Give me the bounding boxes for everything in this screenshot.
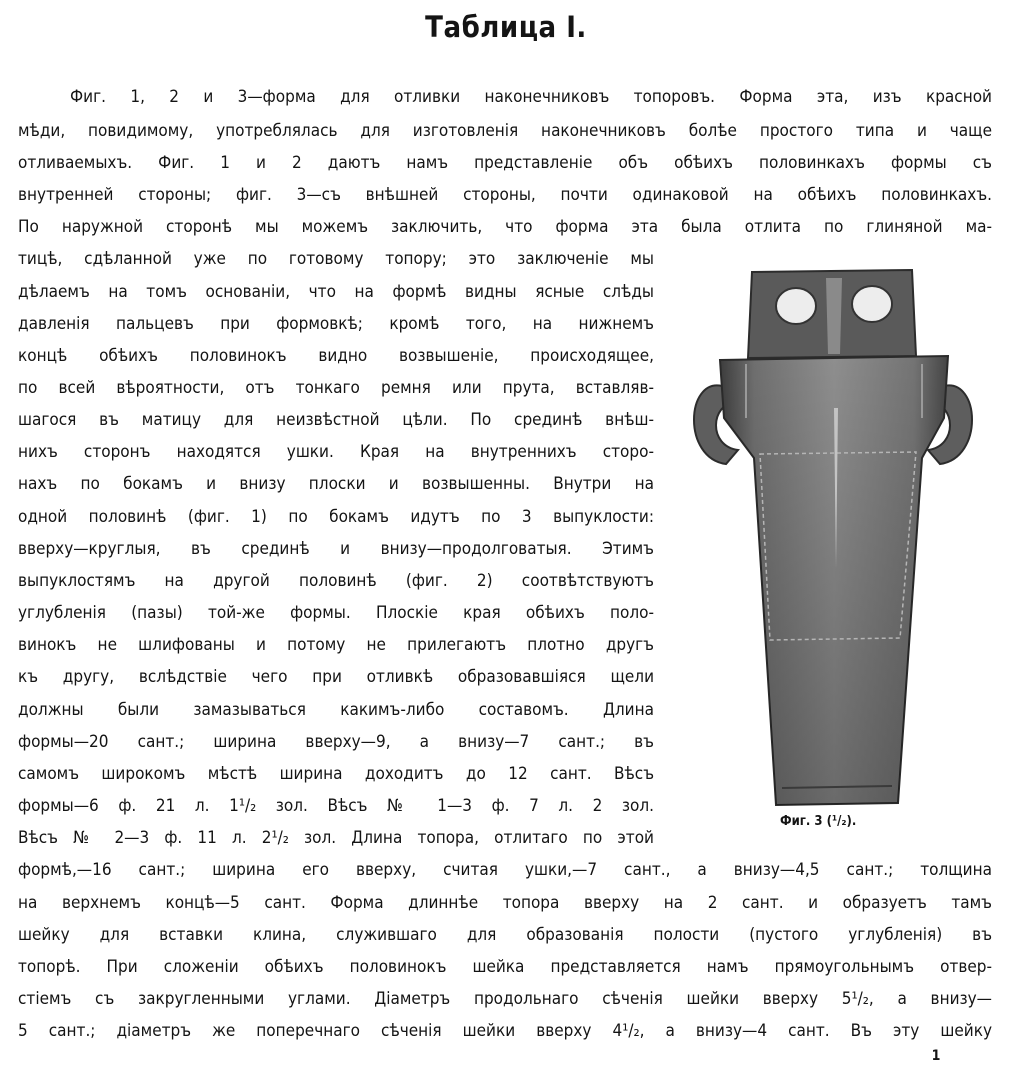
text-line: мѣди, повидимому, употреблялась для изготовленія наконечниковъ болѣе простого типа и чаще: [18, 121, 992, 141]
text-line: выпуклостямъ на другой половинѣ (фиг. 2) соотвѣтствуютъ: [18, 571, 654, 591]
text-line: шейку для вставки клина, служившаго для образованія полости (пустого углубленія) въ: [18, 925, 992, 945]
text-line: одной половинѣ (фиг. 1) по бокамъ идутъ по 3 выпуклости:: [18, 507, 654, 527]
text-line: на верхнемъ концѣ—5 сант. Форма длиннѣе топора вверху на 2 сант. и образуетъ тамъ: [18, 893, 992, 913]
text-line: По наружной сторонѣ мы можемъ заключить, что форма эта была отлита по глиняной ма-: [18, 217, 992, 237]
text-line: формы—20 сант.; ширина вверху—9, а внизу—7 сант.; въ: [18, 732, 654, 752]
mould-image: [686, 268, 980, 808]
text-line: нихъ сторонъ находятся ушки. Края на внутреннихъ сторо-: [18, 442, 654, 462]
text-line: Вѣсъ № 2—3 ф. 11 л. 2¹/₂ зол. Длина топора, отлитаго по этой: [18, 828, 654, 848]
figure-caption: Фиг. 3 (¹/₂).: [780, 814, 857, 829]
text-line: вверху—круглыя, въ срединѣ и внизу—продолговатыя. Этимъ: [18, 539, 654, 559]
text-line: дѣлаемъ на томъ основаніи, что на формѣ видны ясные слѣды: [18, 282, 654, 302]
text-line: нахъ по бокамъ и внизу плоски и возвышенны. Внутри на: [18, 474, 654, 494]
text-line: шагося въ матицу для неизвѣстной цѣли. По срединѣ внѣш-: [18, 410, 654, 430]
text-line: по всей вѣроятности, отъ тонкаго ремня или прута, вставляв-: [18, 378, 654, 398]
text-line: тицѣ, сдѣланной уже по готовому топору; это заключеніе мы: [18, 249, 654, 269]
text-line: Фиг. 1, 2 и 3—форма для отливки наконечниковъ топоровъ. Форма эта, изъ красной: [70, 87, 992, 107]
text-line: самомъ широкомъ мѣстѣ ширина доходитъ до 12 сант. Вѣсъ: [18, 764, 654, 784]
text-line: винокъ не шлифованы и потому не прилегаютъ плотно другъ: [18, 635, 654, 655]
text-line: должны были замазываться какимъ-либо составомъ. Длина: [18, 700, 654, 720]
text-line: 5 сант.; діаметръ же поперечнаго сѣченія шейки вверху 4¹/₂, а внизу—4 сант. Въ эту шейку: [18, 1021, 992, 1041]
text-line: отливаемыхъ. Фиг. 1 и 2 даютъ намъ представленіе объ обѣихъ половинкахъ формы съ: [18, 153, 992, 173]
text-line: углубленія (пазы) той-же формы. Плоскіе края обѣихъ поло-: [18, 603, 654, 623]
text-line: давленія пальцевъ при формовкѣ; кромѣ того, на нижнемъ: [18, 314, 654, 334]
text-line: стіемъ съ закругленными углами. Діаметръ продольнаго сѣченія шейки вверху 5¹/₂, а внизу—: [18, 989, 992, 1009]
text-line: формы—6 ф. 21 л. 1¹/₂ зол. Вѣсъ № 1—3 ф. 7 л. 2 зол.: [18, 796, 654, 816]
text-line: къ другу, вслѣдствіе чего при отливкѣ образовавшіяся щели: [18, 667, 654, 687]
text-line: топорѣ. При сложеніи обѣихъ половинокъ шейка представляется намъ прямоугольнымъ отвер-: [18, 957, 992, 977]
text-line: формѣ,—16 сант.; ширина его вверху, считая ушки,—7 сант., а внизу—4,5 сант.; толщина: [18, 860, 992, 880]
text-line: концѣ обѣихъ половинокъ видно возвышеніе, происходящее,: [18, 346, 654, 366]
page-number: 1: [931, 1048, 941, 1064]
text-line: внутренней стороны; фиг. 3—съ внѣшней стороны, почти одинаковой на обѣихъ половинкахъ.: [18, 185, 992, 205]
page-title: Таблица I.: [425, 10, 587, 44]
figure-illustration: [686, 268, 980, 808]
